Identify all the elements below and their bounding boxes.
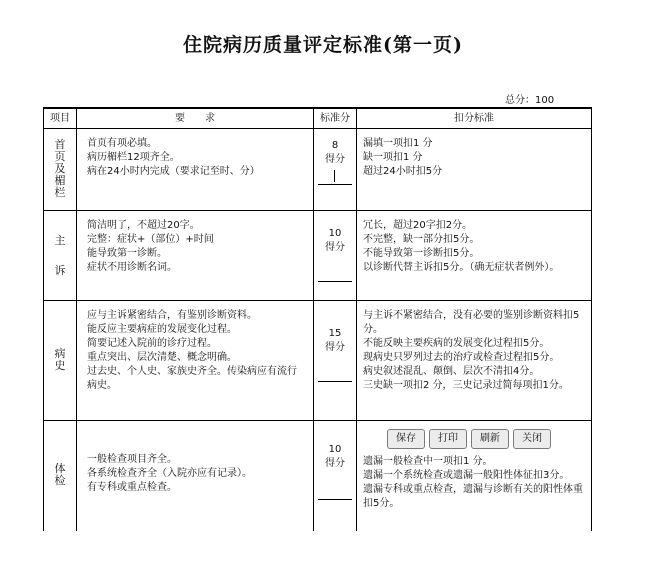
requirement-cell bbox=[77, 129, 314, 211]
header-score: 标准分 bbox=[314, 108, 357, 129]
requirement-line: 病历楣栏12项齐全。 bbox=[87, 152, 180, 163]
requirement-line: 症状不用诊断名词。 bbox=[87, 262, 177, 273]
requirement-line: 有专科或重点检查。 bbox=[87, 482, 177, 493]
header-deduction: 扣分标准 bbox=[357, 108, 592, 129]
requirement-line: 各系统检查齐全（入院亦应有记录）。 bbox=[87, 468, 252, 479]
score-label: 得分 bbox=[325, 242, 345, 253]
standard-points: 15 bbox=[328, 328, 342, 339]
deduction-line: 与主诉不紧密结合，没有必要的鉴别诊断资料扣5分。 bbox=[363, 310, 580, 335]
criteria-table bbox=[43, 107, 592, 531]
text-cursor bbox=[334, 170, 335, 182]
score-input[interactable] bbox=[318, 267, 352, 282]
score-input[interactable] bbox=[318, 367, 352, 382]
requirement-line: 简洁明了，不超过20字。 bbox=[87, 220, 200, 231]
standard-points: 8 bbox=[331, 140, 339, 151]
requirement-line: 一般检查项目齐全。 bbox=[87, 454, 177, 465]
category-cell bbox=[44, 301, 77, 421]
deduction-cell bbox=[357, 129, 592, 211]
score-cell bbox=[314, 211, 357, 301]
action-button-bar bbox=[387, 429, 587, 449]
table-row bbox=[44, 421, 592, 531]
deduction-line: 冗长，超过20字扣2分。 bbox=[363, 220, 473, 231]
score-cell bbox=[314, 421, 357, 531]
requirement-line: 应与主诉紧密结合，有鉴别诊断资料。 bbox=[87, 310, 257, 321]
requirement-line: 病史。 bbox=[87, 380, 117, 391]
deduction-line: 遗漏专科或重点检查，遗漏与诊断有关的阳性体重扣5分。 bbox=[363, 484, 583, 509]
header-requirement: 要 求 bbox=[77, 108, 314, 129]
deduction-line: 遗漏一个系统检查或遗漏一般阳性体征扣3分。 bbox=[363, 470, 570, 481]
requirement-line: 完整：症状+（部位）+时间 bbox=[87, 234, 214, 245]
category-cell bbox=[44, 211, 77, 301]
deduction-line: 缺一项扣1 分 bbox=[363, 152, 423, 163]
score-label: 得分 bbox=[325, 154, 345, 165]
score-input[interactable] bbox=[318, 170, 352, 185]
requirement-line: 病在24小时内完成（要求记至时、分） bbox=[87, 166, 260, 177]
standard-points: 10 bbox=[328, 444, 342, 455]
header-item: 项目 bbox=[44, 108, 77, 129]
requirement-cell bbox=[77, 421, 314, 531]
score-label: 得分 bbox=[325, 458, 345, 469]
close-button[interactable]: 关闭 bbox=[513, 429, 551, 449]
standard-points: 10 bbox=[328, 228, 342, 239]
deduction-line: 漏填一项扣1 分 bbox=[363, 138, 433, 149]
total-score-label: 总分：100 bbox=[505, 95, 555, 106]
print-button[interactable]: 打印 bbox=[429, 429, 467, 449]
deduction-line: 不完整，缺一部分扣5分。 bbox=[363, 234, 480, 245]
save-button[interactable]: 保存 bbox=[387, 429, 425, 449]
refresh-button[interactable]: 刷新 bbox=[471, 429, 509, 449]
deduction-cell bbox=[357, 211, 592, 301]
table-row bbox=[44, 301, 592, 421]
deduction-line: 三史缺一项扣2 分，三史记录过简每项扣1分。 bbox=[363, 380, 569, 391]
score-input[interactable] bbox=[318, 485, 352, 500]
requirement-cell bbox=[77, 211, 314, 301]
category-cell bbox=[44, 129, 77, 211]
deduction-line: 不能反映主要疾病的发展变化过程扣5分。 bbox=[363, 338, 550, 349]
table-header-row bbox=[44, 108, 592, 129]
deduction-line: 以诊断代替主诉扣5分。（确无症状者例外）。 bbox=[363, 262, 560, 273]
table-row bbox=[44, 129, 592, 211]
page-title: 住院病历质量评定标准(第一页) bbox=[183, 34, 463, 56]
category-label: 首页及楣栏 bbox=[54, 137, 66, 199]
requirement-line: 能导致第一诊断。 bbox=[87, 248, 167, 259]
deduction-line: 遗漏一般检查中一项扣1 分。 bbox=[363, 456, 493, 467]
deduction-cell bbox=[357, 421, 592, 531]
requirement-cell bbox=[77, 301, 314, 421]
category-label: 病史 bbox=[54, 346, 66, 372]
deduction-line: 不能导致第一诊断扣5分。 bbox=[363, 248, 480, 259]
category-label: 主诉 bbox=[54, 233, 66, 277]
score-cell bbox=[314, 301, 357, 421]
deduction-cell bbox=[357, 301, 592, 421]
requirement-line: 过去史、个人史、家族史齐全。传染病应有流行 bbox=[87, 366, 297, 377]
deduction-line: 现病史只罗列过去的治疗或检查过程扣5分。 bbox=[363, 352, 560, 363]
requirement-line: 首页有项必填。 bbox=[87, 138, 157, 149]
category-cell bbox=[44, 421, 77, 531]
requirement-line: 重点突出、层次清楚、概念明确。 bbox=[87, 352, 237, 363]
table-row bbox=[44, 211, 592, 301]
score-cell bbox=[314, 129, 357, 211]
deduction-line: 病史叙述混乱、颠倒、层次不清扣4分。 bbox=[363, 366, 540, 377]
category-label: 体检 bbox=[54, 461, 66, 487]
score-label: 得分 bbox=[325, 342, 345, 353]
requirement-line: 能反应主要病症的发展变化过程。 bbox=[87, 324, 237, 335]
deduction-line: 超过24小时扣5分 bbox=[363, 166, 443, 177]
requirement-line: 简要记述入院前的诊疗过程。 bbox=[87, 338, 217, 349]
